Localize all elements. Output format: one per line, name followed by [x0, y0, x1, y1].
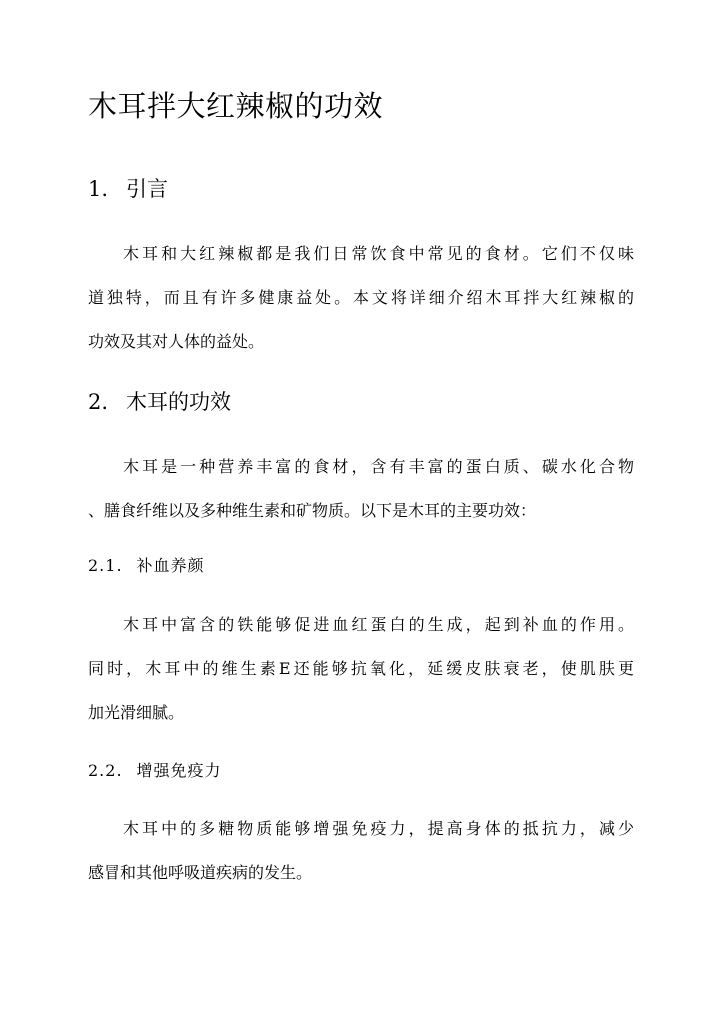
- document-title: 木耳拌大红辣椒的功效: [88, 89, 384, 123]
- section-title: 引言: [126, 177, 169, 201]
- subsection-heading-buxue: [88, 554, 205, 578]
- section-heading-muer: [88, 387, 231, 417]
- paragraph-line: 加光滑细腻。: [88, 703, 185, 722]
- subsection-number: 2.1.: [88, 556, 123, 575]
- paragraph-line: 木耳和大红辣椒都是我们日常饮食中常见的食材。它们不仅味: [123, 244, 634, 263]
- paragraph-line: 、膳食纤维以及多种维生素和矿物质。以下是木耳的主要功效：: [88, 501, 537, 520]
- section-heading-intro: [88, 174, 168, 204]
- paragraph-line: 感冒和其他呼吸道疾病的发生。: [88, 863, 313, 882]
- paragraph-line: 木耳中富含的铁能够促进血红蛋白的生成，起到补血的作用。: [123, 615, 634, 634]
- subsection-number: 2.2.: [88, 761, 123, 780]
- paragraph-line: 道独特，而且有许多健康益处。本文将详细介绍木耳拌大红辣椒的: [88, 288, 634, 307]
- subsection-heading-mianyi: [88, 759, 222, 783]
- section-number: 2.: [88, 390, 109, 414]
- paragraph-line: 木耳是一种营养丰富的食材，含有丰富的蛋白质、碳水化合物: [123, 457, 634, 476]
- paragraph-line: 功效及其对人体的益处。: [88, 332, 265, 351]
- section-number: 1.: [88, 177, 109, 201]
- subsection-title: 补血养颜: [136, 556, 205, 575]
- section-title: 木耳的功效: [126, 390, 232, 414]
- subsection-title: 增强免疫力: [136, 761, 222, 780]
- paragraph-line: 木耳中的多糖物质能够增强免疫力，提高身体的抵抗力，减少: [123, 819, 634, 838]
- paragraph-line: 同时，木耳中的维生素E还能够抗氧化，延缓皮肤衰老，使肌肤更: [88, 659, 634, 678]
